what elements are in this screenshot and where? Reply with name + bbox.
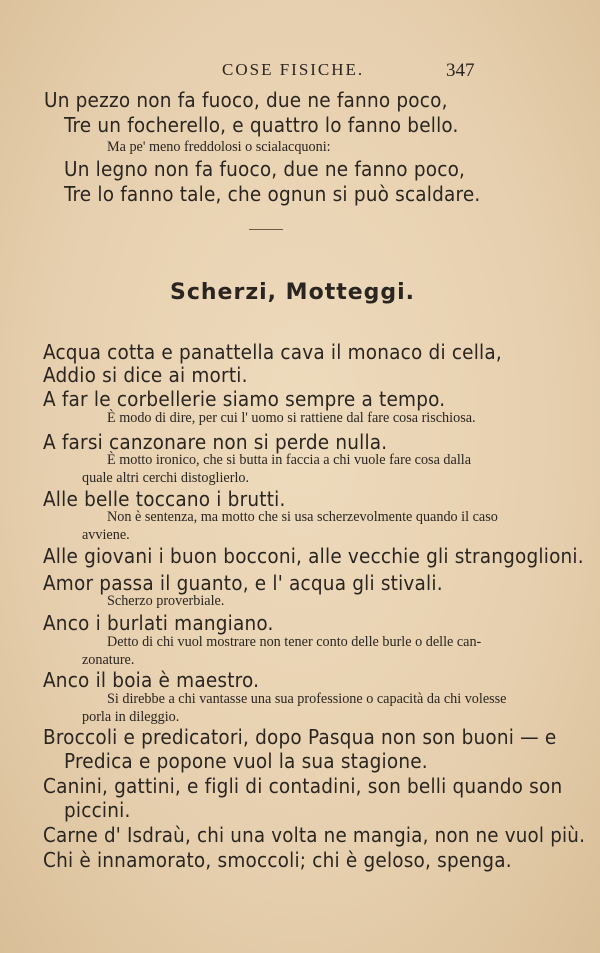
proverb-line: Alle belle toccano i brutti. [43, 487, 286, 511]
proverb-note: Non è sentenza, ma motto che si usa scherzevolmente quando il caso [107, 509, 498, 525]
proverb-line: piccini. [64, 798, 131, 822]
proverb-line: A far le corbellerie siamo sempre a tempo. [43, 387, 446, 411]
proverb-line: Predica e popone vuol la sua stagione. [64, 749, 428, 773]
verse-line: Tre lo fanno tale, che ognun si può scaldare. [64, 182, 481, 206]
proverb-line: Broccoli e predicatori, dopo Pasqua non son buoni — e [43, 725, 557, 749]
section-title: Scherzi, Motteggi. [170, 280, 416, 305]
proverb-line: Addio si dice ai morti. [43, 363, 248, 387]
proverb-line: Carne d' Isdraù, chi una volta ne mangia, non ne vuol più. [43, 823, 586, 847]
section-divider [249, 229, 283, 230]
proverb-note: È motto ironico, che si butta in faccia a chi vuole fare cosa dalla [107, 452, 471, 468]
proverb-line: Anco i burlati mangiano. [43, 611, 274, 635]
proverb-note: Detto di chi vuol mostrare non tener conto delle burle o delle can- [107, 634, 482, 650]
proverb-note: zonature. [82, 652, 135, 668]
proverb-note: porla in dileggio. [82, 709, 180, 725]
proverb-line: Chi è innamorato, smoccoli; chi è geloso, spenga. [43, 848, 512, 872]
proverb-note: È modo di dire, per cui l' uomo si rattiene dal fare cosa rischiosa. [107, 410, 476, 426]
proverb-line: Acqua cotta e panattella cava il monaco di cella, [43, 340, 502, 364]
proverb-line: Anco il boia è maestro. [43, 668, 260, 692]
proverb-line: Amor passa il guanto, e l' acqua gli stivali. [43, 571, 443, 595]
proverb-line: Canini, gattini, e figli di contadini, son belli quando son [43, 774, 563, 798]
verse-line: Un pezzo non fa fuoco, due ne fanno poco, [44, 88, 448, 112]
proverb-note: quale altri cerchi distoglierlo. [82, 470, 250, 486]
proverb-note: avviene. [82, 527, 130, 543]
page-header [0, 60, 600, 84]
proverb-line: A farsi canzonare non si perde nulla. [43, 430, 388, 454]
verse-note: Ma pe' meno freddolosi o scialacquoni: [107, 139, 331, 155]
verse-line: Tre un focherello, e quattro lo fanno bello. [64, 113, 459, 137]
running-title: COSE FISICHE. [222, 60, 365, 79]
proverb-line: Alle giovani i buon bocconi, alle vecchie gli strangoglioni. [43, 544, 584, 568]
page-number: 347 [446, 60, 475, 81]
proverb-note: Scherzo proverbiale. [107, 593, 225, 609]
verse-line: Un legno non fa fuoco, due ne fanno poco, [64, 157, 466, 181]
proverb-note: Si direbbe a chi vantasse una sua professione o capacità da chi volesse [107, 691, 507, 707]
